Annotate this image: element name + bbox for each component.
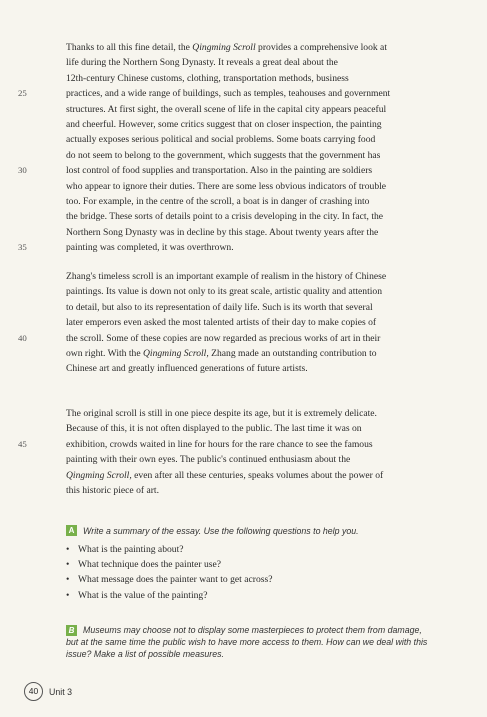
text-segment: paintings. Its value is down not only to its great scale, artistic quality and attention xyxy=(66,286,382,298)
text-line xyxy=(66,179,438,194)
text-line xyxy=(18,240,438,255)
text-segment: provides a comprehensive look at xyxy=(255,42,387,53)
text-line xyxy=(66,421,438,436)
paragraph-2 xyxy=(18,269,438,377)
page-footer xyxy=(24,682,72,701)
task-b-line-2: but at the same time the public wish to have more access to them. How can we deal with this xyxy=(66,637,428,648)
task-a-instruction: Write a summary of the essay. Use the following questions to help you. xyxy=(83,526,359,536)
question-item: • What is the painting about? xyxy=(66,542,436,557)
text-line xyxy=(66,209,438,224)
text-line xyxy=(66,40,438,55)
page-number: 40 xyxy=(24,682,43,701)
text-line xyxy=(66,102,438,117)
text-line xyxy=(66,225,438,240)
italic-title: Qingming Scroll xyxy=(192,42,256,53)
text-segment: who appear to ignore their duties. There are some less obvious indicators of trouble xyxy=(66,180,387,192)
question-item: • What is the value of the painting? xyxy=(66,588,436,603)
bullet-icon: • xyxy=(66,544,70,555)
text-line xyxy=(66,71,438,86)
bullet-icon: • xyxy=(66,574,70,586)
bullet-icon: • xyxy=(66,589,70,601)
text-line xyxy=(66,55,438,70)
text-segment: The original scroll is still in one piece despite its age, but it is extremely delicate. xyxy=(66,408,377,419)
task-a-badge: A xyxy=(66,525,77,536)
text-segment: life during the Northern Song Dynasty. It reveals a great deal about the xyxy=(66,57,338,69)
text-segment: actually exposes serious political and social problems. Some boats carrying food xyxy=(66,134,376,146)
task-b xyxy=(66,624,446,661)
text-segment: this historic piece of art. xyxy=(66,485,159,497)
line-number: 45 xyxy=(18,438,27,449)
text-segment: later emperors even asked the most talented artists of their day to make copies of xyxy=(66,317,377,329)
paragraph-1 xyxy=(18,40,438,256)
italic-title: Qingming Scroll, xyxy=(66,469,132,481)
text-line xyxy=(66,406,438,421)
line-number: 40 xyxy=(18,332,27,343)
text-segment: even after all these centuries, speaks volumes about the power of xyxy=(131,469,384,481)
text-line xyxy=(18,437,438,452)
question-item: • What technique does the painter use? xyxy=(66,557,436,572)
text-line xyxy=(66,284,438,299)
text-segment: lost control of food supplies and transportation. Also in the painting are soldiers xyxy=(66,165,373,177)
unit-label: Unit 3 xyxy=(49,686,72,697)
task-a-questions xyxy=(66,542,436,603)
task-b-line-1: Museums may choose not to display some masterpieces to protect them from damage, xyxy=(83,625,422,635)
text-line xyxy=(18,86,438,101)
task-b-line-3: issue? Make a list of possible measures. xyxy=(66,649,224,660)
text-line xyxy=(66,194,438,209)
text-line xyxy=(66,452,438,467)
text-segment: own right. With the xyxy=(66,348,143,360)
line-number: 35 xyxy=(18,242,27,253)
text-line xyxy=(18,163,438,178)
text-line xyxy=(66,315,438,330)
text-segment: Zhang made an outstanding contribution to xyxy=(208,348,377,360)
bullet-icon: • xyxy=(66,559,70,571)
task-a xyxy=(66,521,446,539)
question-item: • What message does the painter want to get across? xyxy=(66,572,436,587)
text-segment: Zhang's timeless scroll is an important example of realism in the history of Chinese xyxy=(66,271,387,282)
text-segment: Chinese art and greatly influenced generations of future artists. xyxy=(66,363,308,375)
paragraph-3 xyxy=(18,406,438,498)
task-b-badge: B xyxy=(66,625,77,636)
text-segment: the scroll. Some of these copies are now regarded as precious works of art in their xyxy=(66,332,381,344)
text-line xyxy=(66,269,438,284)
text-segment: do not seem to belong to the government, which suggests that the government has xyxy=(66,149,381,161)
text-segment: Thanks to all this fine detail, the xyxy=(66,42,193,53)
text-segment: to detail, but also to its representation of daily life. Such is its worth that several xyxy=(66,301,373,313)
text-line xyxy=(66,148,438,163)
text-segment: practices, and a wide range of buildings, such as temples, teahouses and government xyxy=(66,88,391,100)
text-segment: and cheerful. However, some critics suggest that on closer inspection, the painting xyxy=(66,119,382,131)
text-segment: Northern Song Dynasty was in decline by this stage. About twenty years after the xyxy=(66,226,379,238)
text-line xyxy=(18,331,438,346)
text-segment: exhibition, crowds waited in line for hours for the rare chance to see the famous xyxy=(66,438,373,450)
text-segment: the bridge. These sorts of details point to a crisis developing in the city. In fact, the xyxy=(66,211,384,223)
text-segment: painting with their own eyes. The public's continued enthusiasm about the xyxy=(66,454,351,466)
text-line xyxy=(66,468,438,483)
text-line xyxy=(66,117,438,132)
text-line xyxy=(66,483,438,498)
text-line xyxy=(66,361,438,376)
line-number: 25 xyxy=(18,88,27,99)
line-number: 30 xyxy=(18,165,27,176)
text-segment: painting was completed, it was overthrown. xyxy=(66,242,234,254)
text-segment: too. For example, in the centre of the scroll, a boat is in danger of crashing into xyxy=(66,196,370,208)
text-line xyxy=(66,132,438,147)
italic-title: Qingming Scroll, xyxy=(142,348,209,360)
text-segment: 12th-century Chinese customs, clothing, transportation methods, business xyxy=(66,72,349,84)
text-segment: structures. At first sight, the overall scene of life in the capital city appears peaceful xyxy=(66,103,387,115)
text-line xyxy=(66,346,438,361)
text-line xyxy=(66,300,438,315)
text-segment: Because of this, it is not often displayed to the public. The last time it was on xyxy=(66,423,362,435)
